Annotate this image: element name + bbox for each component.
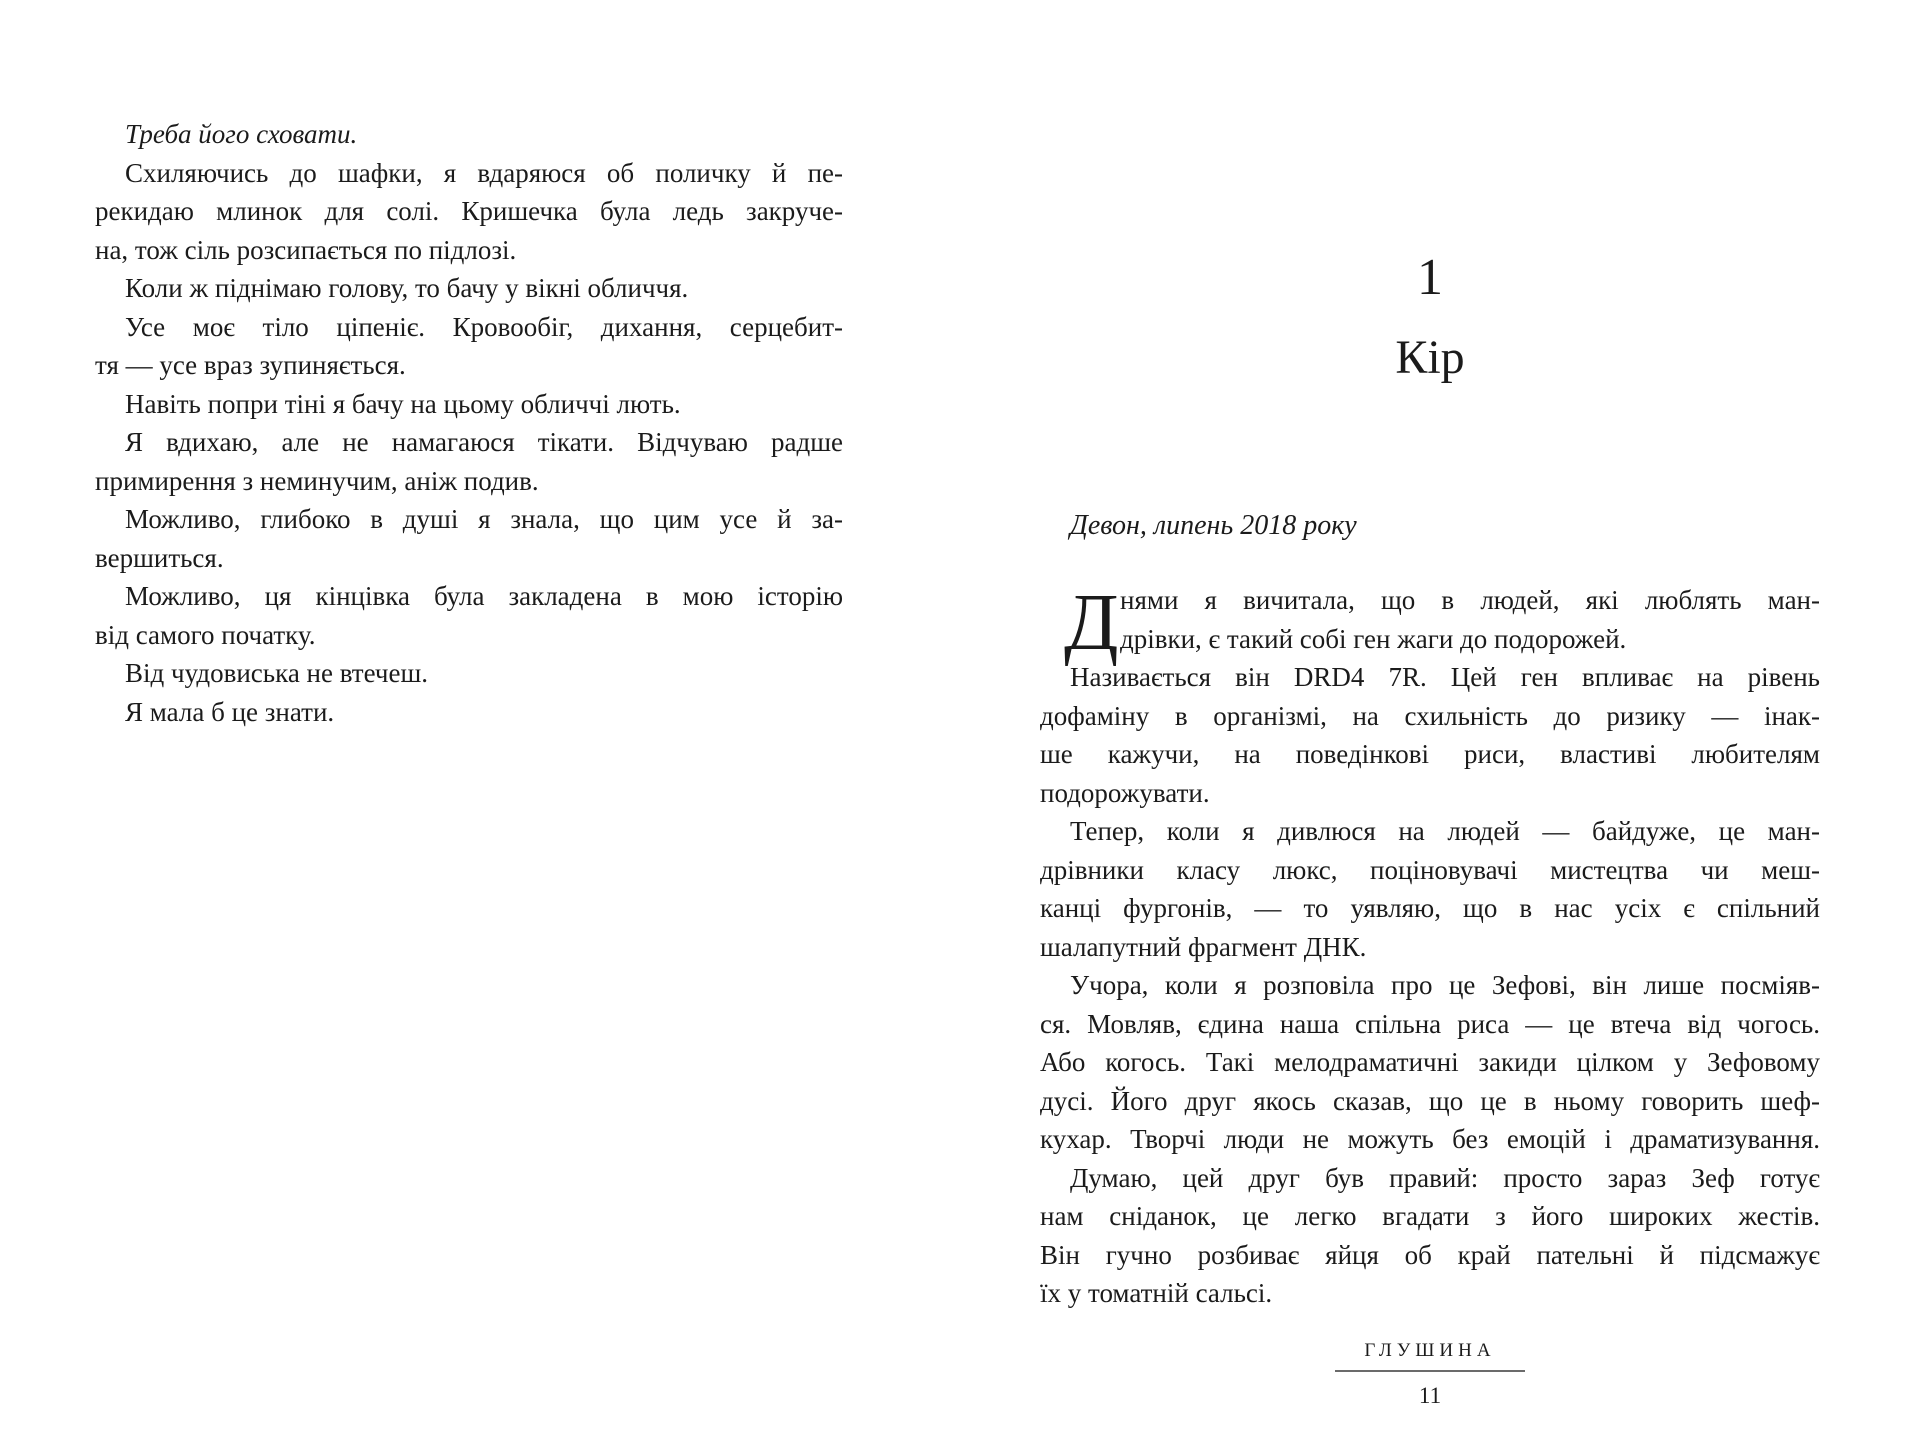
text-line: шалапутний фрагмент ДНК. xyxy=(1040,931,1367,962)
text-line: дусі. Його друг якось сказав, що це в ньому говорить шеф- xyxy=(1040,1085,1820,1116)
text-line: примирення з неминучим, аніж подив. xyxy=(95,465,539,496)
text-line: рекидаю млинок для солі. Кришечка була ледь закруче- xyxy=(95,196,843,226)
chapter-number: 1 xyxy=(1417,249,1443,306)
text-line: тя — усе враз зупиняється. xyxy=(95,350,406,380)
text-line: Тепер, коли я дивлюся на людей — байдуже, це ман- xyxy=(1070,816,1820,846)
page-right xyxy=(1040,0,1820,1440)
text-line: від самого початку. xyxy=(95,619,316,650)
footer-rule xyxy=(1335,1370,1525,1372)
text-line: Я мала б це знати. xyxy=(125,696,335,727)
text-line: Треба його сховати. xyxy=(125,119,358,149)
text-line: Можливо, ця кінцівка була закладена в мою історію xyxy=(125,581,843,611)
text-line: Коли ж піднімаю голову, то бачу у вікні обличчя. xyxy=(125,273,689,303)
chapter-title: Кір xyxy=(1395,331,1465,384)
text-line: канці фургонів, — то уявляю, що в нас усіх є спільний xyxy=(1040,893,1820,923)
text-line: дофаміну в організмі, на схильність до ризику — інак- xyxy=(1040,700,1820,731)
text-line: Він гучно розбиває яйця об край пательні й підсмажує xyxy=(1040,1239,1820,1270)
text-line: дрівки, є такий собі ген жаги до подорожей. xyxy=(1120,623,1627,654)
text-line: на, тож сіль розсипається по підлозі. xyxy=(95,234,517,265)
text-line: Учора, коли я розповіла про це Зефові, він лише посміяв- xyxy=(1070,970,1820,1000)
text-line: Думаю, цей друг був правий: просто зараз Зеф готує xyxy=(1070,1162,1820,1193)
text-line: Навіть попри тіні я бачу на цьому обличчі лють. xyxy=(125,388,681,419)
text-line: Або когось. Такі мелодраматичні закиди цілком у Зефовому xyxy=(1040,1047,1820,1077)
text-line: Я вдихаю, але не намагаюся тікати. Відчуваю радше xyxy=(125,427,843,457)
text-line: Усе моє тіло ціпеніє. Кровообіг, дихання, серцебит- xyxy=(125,311,843,342)
text-line: нями я вичитала, що в людей, які люблять ман- xyxy=(1120,585,1820,615)
text-line: їх у томатній сальсі. xyxy=(1040,1278,1273,1308)
text-line: нам сніданок, це легко вгадати з його широких жестів. xyxy=(1040,1201,1820,1231)
drop-cap: Д xyxy=(1064,579,1119,667)
page-footer xyxy=(1040,1340,1820,1409)
running-title: ГЛУШИНА xyxy=(1364,1340,1496,1361)
page-number: 11 xyxy=(1418,1383,1442,1408)
text-line: Схиляючись до шафки, я вдаряюся об поличку й пе- xyxy=(125,157,843,188)
text-line: подорожувати. xyxy=(1040,777,1210,808)
text-line: кухар. Творчі люди не можуть без емоцій і драматизування. xyxy=(1040,1124,1820,1154)
text-line: дрівники класу люкс, поціновувачі мистецтва чи меш- xyxy=(1040,854,1820,885)
text-line: Називається він DRD4 7R. Цей ген впливає на рівень xyxy=(1070,662,1820,692)
chapter-body xyxy=(1040,581,1820,1313)
page-left xyxy=(95,115,843,731)
text-line: ше кажучи, на поведінкові риси, властиві любителям xyxy=(1040,739,1820,769)
text-line: Можливо, глибоко в душі я знала, що цим усе й за- xyxy=(125,504,843,534)
text-line: Від чудовиська не втечеш. xyxy=(125,658,429,688)
text-line: ся. Мовляв, єдина наша спільна риса — це втеча від чогось. xyxy=(1040,1008,1820,1039)
text-line: вершиться. xyxy=(95,542,224,573)
dateline: Девон, липень 2018 року xyxy=(1070,510,1357,541)
